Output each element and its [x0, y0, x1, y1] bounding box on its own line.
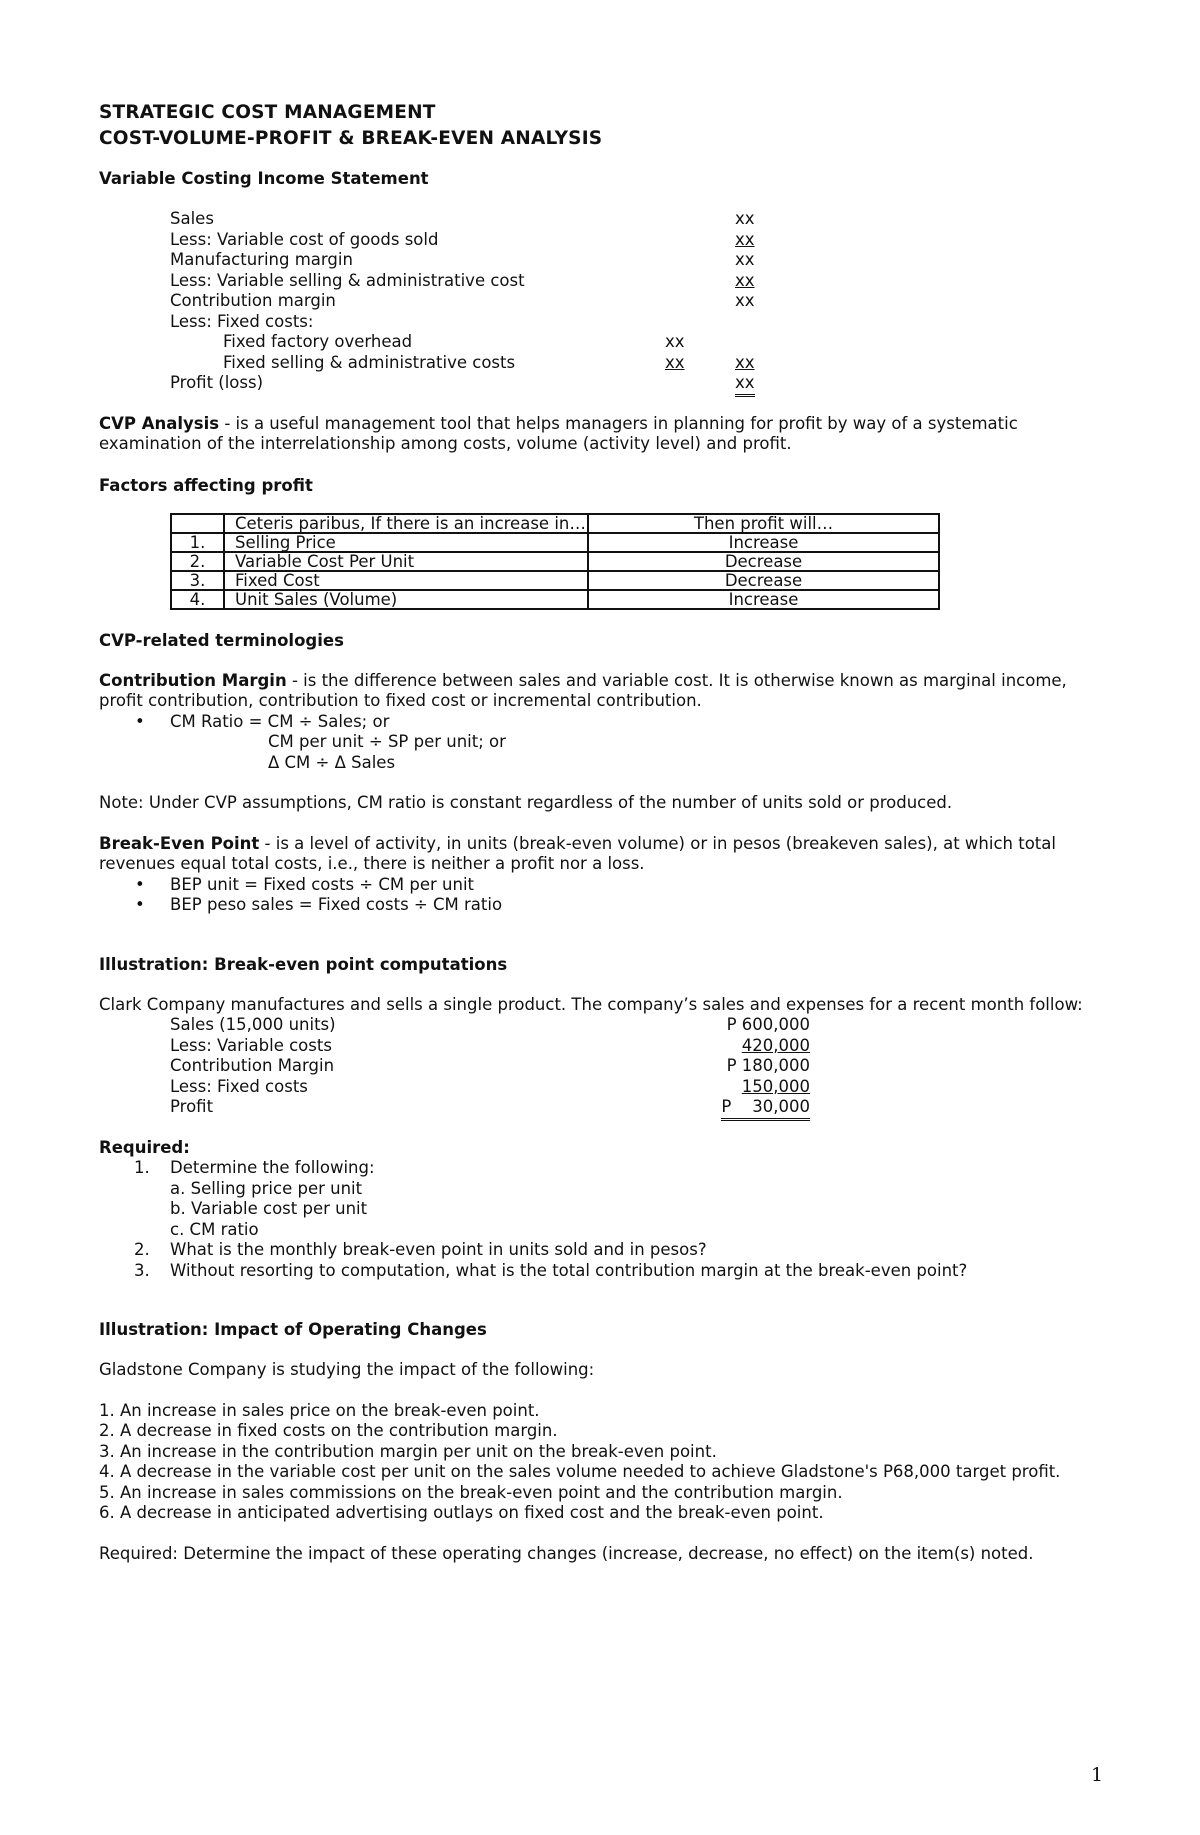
contribution-margin-paragraph — [99, 671, 1099, 712]
is-row: Manufacturing margin xx — [170, 250, 755, 269]
bep-formula-list — [99, 875, 1099, 916]
table-cell: 2. — [171, 552, 224, 571]
illustration1-heading: Illustration: Break-even point computations — [99, 954, 508, 974]
table-row — [171, 533, 939, 552]
is-row: Less: Fixed costs: — [170, 311, 314, 331]
table-cell: 3. — [171, 571, 224, 590]
table-cell: Selling Price — [224, 533, 588, 552]
factors-table — [170, 513, 940, 610]
list-item: • BEP peso sales = Fixed costs ÷ CM ratio — [170, 895, 1099, 916]
table-header-row — [171, 514, 939, 533]
list-item: b. Variable cost per unit — [170, 1199, 368, 1218]
is-row: Contribution margin xx — [170, 291, 755, 310]
table-cell: 1. — [171, 533, 224, 552]
list-item: 5. An increase in sales commissions on the break-even point and the contribution margin. — [99, 1482, 843, 1502]
is-row: Sales xx — [170, 209, 755, 228]
list-item: 3. An increase in the contribution margin per unit on the break-even point. — [99, 1441, 717, 1461]
cm-formula-alt: Δ CM ÷ Δ Sales — [268, 752, 396, 772]
illustration2-intro: Gladstone Company is studying the impact of the following: — [99, 1360, 595, 1379]
list-item: 3. Without resorting to computation, what is the total contribution margin at the break-even point? — [134, 1260, 968, 1280]
illustration1-intro: Clark Company manufactures and sells a single product. The company’s sales and expenses for a recent month follow: — [99, 994, 1083, 1014]
cm-term: Contribution Margin — [99, 670, 287, 690]
table-cell: Variable Cost Per Unit — [224, 552, 588, 571]
list-item: 2. A decrease in fixed costs on the contribution margin. — [99, 1421, 558, 1440]
doc-title-1: STRATEGIC COST MANAGEMENT — [99, 102, 436, 123]
list-item: 1. Determine the following: — [134, 1158, 375, 1177]
figure-row: Sales (15,000 units) P 600,000 — [170, 1015, 810, 1034]
table-cell: Decrease — [588, 552, 939, 571]
page-number: 1 — [1091, 1764, 1104, 1786]
is-row: Less: Variable selling & administrative cost xx — [170, 270, 755, 290]
is-row: Profit (loss) xx — [170, 373, 770, 394]
cvp-term: CVP Analysis — [99, 413, 220, 433]
illustration2-required: Required: Determine the impact of these operating changes (increase, decrease, no effect) on the item(s) noted. — [99, 1543, 1034, 1563]
table-header-cell: Then profit will… — [588, 514, 939, 533]
table-cell — [171, 514, 224, 533]
bep-paragraph — [99, 834, 1099, 875]
cm-formula-list — [99, 712, 1099, 733]
cm-definition: - is the difference between sales and variable cost. It is otherwise known as marginal income, profit contribution, contribution to fixed cost or incremental contribution. — [99, 670, 1067, 710]
income-statement-heading: Variable Costing Income Statement — [99, 169, 429, 188]
table-cell: Unit Sales (Volume) — [224, 590, 588, 609]
required-label: Required: — [99, 1137, 190, 1157]
table-cell: Increase — [588, 590, 939, 609]
table-row — [171, 552, 939, 571]
bep-term: Break-Even Point — [99, 833, 260, 853]
table-header-cell: Ceteris paribus, If there is an increase in… — [224, 514, 588, 533]
is-row: Fixed factory overhead xx — [223, 332, 685, 351]
factors-heading: Factors affecting profit — [99, 475, 313, 495]
list-item: 4. A decrease in the variable cost per unit on the sales volume needed to achieve Gladstone's P68,000 target profit. — [99, 1462, 1061, 1481]
income-statement — [170, 209, 770, 394]
document-page — [99, 100, 1099, 1564]
clark-figures — [170, 1015, 810, 1118]
figure-row: Contribution Margin P 180,000 — [170, 1056, 810, 1075]
list-item: 1. An increase in sales price on the break-even point. — [99, 1400, 540, 1420]
required-list — [99, 1158, 1099, 1281]
list-item: c. CM ratio — [170, 1219, 259, 1239]
cm-formula-alt: CM per unit ÷ SP per unit; or — [268, 732, 506, 751]
operating-changes-list — [99, 1401, 1099, 1524]
terminologies-heading: CVP-related terminologies — [99, 630, 344, 650]
list-item: a. Selling price per unit — [170, 1178, 363, 1198]
table-row — [171, 571, 939, 590]
table-row — [171, 590, 939, 609]
bep-definition: - is a level of activity, in units (break-even volume) or in pesos (breakeven sales), at which total revenues equal total costs, i.e., there is neither a profit nor a loss. — [99, 833, 1056, 873]
list-item: 6. A decrease in anticipated advertising outlays on fixed cost and the break-even point. — [99, 1503, 824, 1522]
table-cell: 4. — [171, 590, 224, 609]
illustration2-heading: Illustration: Impact of Operating Changes — [99, 1320, 487, 1339]
cvp-note: Note: Under CVP assumptions, CM ratio is constant regardless of the number of units sold or produced. — [99, 793, 953, 812]
figure-row: Less: Variable costs 420,000 — [170, 1035, 810, 1055]
figure-row: Less: Fixed costs 150,000 — [170, 1076, 810, 1096]
list-item: 2. What is the monthly break-even point in units sold and in pesos? — [134, 1240, 707, 1259]
is-row: Fixed selling & administrative costs xx xx — [223, 352, 755, 372]
figure-row: Profit P 30,000 — [170, 1097, 810, 1118]
is-row: Less: Variable cost of goods sold xx — [170, 229, 755, 249]
list-item: • BEP unit = Fixed costs ÷ CM per unit — [170, 875, 1099, 896]
table-cell: Decrease — [588, 571, 939, 590]
list-item: • CM Ratio = CM ÷ Sales; or — [170, 712, 1099, 733]
table-cell: Increase — [588, 533, 939, 552]
cvp-definition: - is a useful management tool that helps managers in planning for profit by way of a systematic examination of the interrelationship among costs, volume (activity level) and profit. — [99, 413, 1018, 453]
table-cell: Fixed Cost — [224, 571, 588, 590]
doc-title-2: COST-VOLUME-PROFIT & BREAK-EVEN ANALYSIS — [99, 128, 603, 149]
cvp-analysis-paragraph — [99, 414, 1099, 455]
